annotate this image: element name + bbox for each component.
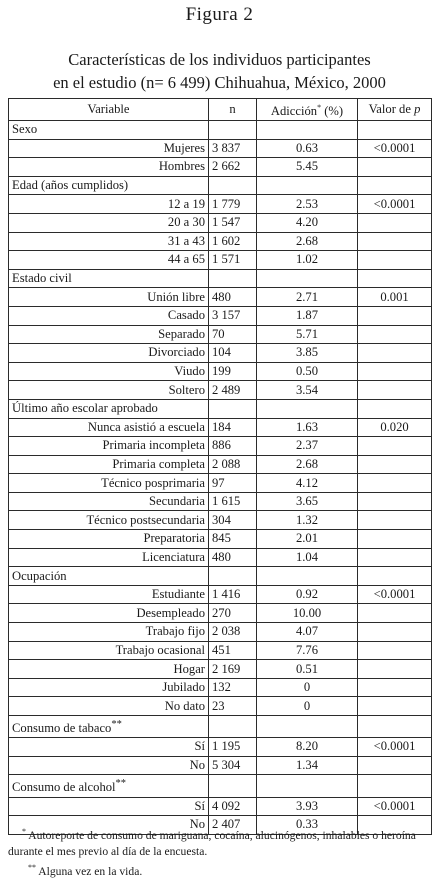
table-row	[9, 474, 432, 493]
row-p-value	[358, 492, 432, 511]
table-row	[9, 306, 432, 325]
section-label	[9, 121, 209, 140]
section-label-text: Consumo de tabaco	[12, 721, 112, 736]
row-n: 1 195	[209, 738, 257, 757]
row-p-value	[358, 325, 432, 344]
row-p-value	[358, 623, 432, 642]
table-row	[9, 660, 432, 679]
row-n: 4 092	[209, 797, 257, 816]
footnotes	[8, 824, 434, 880]
header-row	[9, 99, 432, 121]
row-p-value	[358, 306, 432, 325]
row-p-value	[358, 213, 432, 232]
row-label: Licenciatura	[9, 548, 209, 567]
row-adiccion: 1.34	[257, 756, 358, 775]
table-row	[9, 511, 432, 530]
empty-cell	[257, 716, 358, 738]
empty-cell	[358, 567, 432, 586]
table-row	[9, 213, 432, 232]
table-row	[9, 738, 432, 757]
section-label-mark: **	[115, 778, 127, 790]
row-label: Soltero	[9, 381, 209, 400]
row-adiccion: 1.02	[257, 251, 358, 270]
row-n: 1 547	[209, 213, 257, 232]
row-label: Viudo	[9, 362, 209, 381]
row-adiccion: 2.71	[257, 288, 358, 307]
empty-cell	[209, 775, 257, 797]
empty-cell	[257, 269, 358, 288]
row-p-value: <0.0001	[358, 195, 432, 214]
row-p-value	[358, 548, 432, 567]
header-variable: Variable	[9, 99, 209, 121]
section-label-text: Sexo	[12, 122, 38, 137]
row-label: 20 a 30	[9, 213, 209, 232]
empty-cell	[209, 121, 257, 140]
row-adiccion: 3.54	[257, 381, 358, 400]
row-label: 12 a 19	[9, 195, 209, 214]
row-p-value: 0.001	[358, 288, 432, 307]
row-n: 1 615	[209, 492, 257, 511]
row-n: 1 571	[209, 251, 257, 270]
table-row	[9, 756, 432, 775]
table-row	[9, 455, 432, 474]
row-label: No dato	[9, 697, 209, 716]
row-n: 304	[209, 511, 257, 530]
row-label: Hombres	[9, 158, 209, 177]
row-n: 2 662	[209, 158, 257, 177]
row-p-value: 0.020	[358, 418, 432, 437]
section-row	[9, 775, 432, 797]
row-p-value	[358, 437, 432, 456]
row-p-value: <0.0001	[358, 738, 432, 757]
row-n: 3 837	[209, 139, 257, 158]
row-n: 5 304	[209, 756, 257, 775]
table-row	[9, 697, 432, 716]
caption-line-1: Características de los individuos participantes	[68, 50, 371, 69]
row-label: Nunca asistió a escuela	[9, 418, 209, 437]
row-adiccion: 3.93	[257, 797, 358, 816]
section-label-text: Edad (años cumplidos)	[12, 178, 129, 193]
section-label-text: Estado civil	[12, 271, 72, 286]
row-p-value	[358, 232, 432, 251]
row-n: 97	[209, 474, 257, 493]
row-label: Sí	[9, 738, 209, 757]
empty-cell	[209, 567, 257, 586]
table-row	[9, 381, 432, 400]
row-p-value: <0.0001	[358, 585, 432, 604]
row-label: Desempleado	[9, 604, 209, 623]
row-label: 44 a 65	[9, 251, 209, 270]
table-row	[9, 641, 432, 660]
row-p-value	[358, 344, 432, 363]
section-label-text: Ocupación	[12, 568, 67, 583]
table-row	[9, 195, 432, 214]
empty-cell	[257, 121, 358, 140]
row-n: 2 489	[209, 381, 257, 400]
row-label: Trabajo fijo	[9, 623, 209, 642]
row-n: 2 407	[209, 816, 257, 835]
row-n: 1 779	[209, 195, 257, 214]
empty-cell	[209, 269, 257, 288]
row-n: 23	[209, 697, 257, 716]
row-adiccion: 7.76	[257, 641, 358, 660]
section-row	[9, 269, 432, 288]
table-caption	[0, 48, 439, 94]
table-row	[9, 251, 432, 270]
row-p-value	[358, 362, 432, 381]
section-row	[9, 121, 432, 140]
row-label: Hogar	[9, 660, 209, 679]
footnote-2-text: Alguna vez en la vida.	[36, 865, 143, 878]
header-adiccion-mark: *	[317, 103, 322, 112]
row-adiccion: 2.68	[257, 232, 358, 251]
row-n: 480	[209, 548, 257, 567]
row-p-value	[358, 756, 432, 775]
table-row	[9, 623, 432, 642]
footnote-1-mark: *	[22, 827, 26, 836]
row-n: 70	[209, 325, 257, 344]
row-label: 31 a 43	[9, 232, 209, 251]
section-label	[9, 269, 209, 288]
table-row	[9, 362, 432, 381]
row-adiccion: 1.63	[257, 418, 358, 437]
empty-cell	[358, 269, 432, 288]
table-row	[9, 585, 432, 604]
row-n: 2 038	[209, 623, 257, 642]
section-label-text: Consumo de alcohol	[12, 780, 116, 795]
row-n: 1 602	[209, 232, 257, 251]
row-adiccion: 8.20	[257, 738, 358, 757]
row-p-value	[358, 530, 432, 549]
footnote-1	[8, 824, 434, 860]
row-adiccion: 1.32	[257, 511, 358, 530]
row-p-value	[358, 641, 432, 660]
section-row	[9, 716, 432, 738]
section-row	[9, 399, 432, 418]
table-row	[9, 344, 432, 363]
row-n: 184	[209, 418, 257, 437]
row-p-value	[358, 455, 432, 474]
footnote-2-mark: **	[28, 863, 36, 872]
row-p-value	[358, 678, 432, 697]
table-row	[9, 604, 432, 623]
empty-cell	[257, 176, 358, 195]
row-adiccion: 4.12	[257, 474, 358, 493]
empty-cell	[358, 775, 432, 797]
row-label: Técnico posprimaria	[9, 474, 209, 493]
row-label: Primaria completa	[9, 455, 209, 474]
row-n: 886	[209, 437, 257, 456]
section-label-mark: **	[111, 719, 122, 730]
row-label: Trabajo ocasional	[9, 641, 209, 660]
table-row	[9, 158, 432, 177]
empty-cell	[209, 716, 257, 738]
empty-cell	[257, 775, 358, 797]
row-n: 1 416	[209, 585, 257, 604]
row-label: Separado	[9, 325, 209, 344]
table-row	[9, 288, 432, 307]
section-label	[9, 775, 209, 797]
section-label	[9, 716, 209, 738]
row-adiccion: 10.00	[257, 604, 358, 623]
footnote-1-text: Autoreporte de consumo de mariguana, cocaína, alucinógenos, inhalables o heroína durante el mes previo al día de la encuesta.	[8, 829, 416, 858]
table-row	[9, 797, 432, 816]
empty-cell	[358, 716, 432, 738]
row-label: Jubilado	[9, 678, 209, 697]
table-row	[9, 678, 432, 697]
row-n: 480	[209, 288, 257, 307]
row-label: Mujeres	[9, 139, 209, 158]
row-adiccion: 3.65	[257, 492, 358, 511]
footnote-2	[8, 860, 434, 880]
row-adiccion: 1.04	[257, 548, 358, 567]
row-n: 2 169	[209, 660, 257, 679]
table-body	[9, 121, 432, 835]
header-n: n	[209, 99, 257, 121]
row-p-value	[358, 604, 432, 623]
empty-cell	[209, 176, 257, 195]
row-n: 3 157	[209, 306, 257, 325]
table-row	[9, 492, 432, 511]
section-row	[9, 176, 432, 195]
row-p-value: <0.0001	[358, 139, 432, 158]
row-n: 199	[209, 362, 257, 381]
table-row	[9, 530, 432, 549]
row-adiccion: 0.51	[257, 660, 358, 679]
table-row	[9, 437, 432, 456]
row-label: Secundaria	[9, 492, 209, 511]
figure-label: Figura 2	[185, 4, 254, 25]
row-p-value	[358, 511, 432, 530]
row-p-value	[358, 474, 432, 493]
row-adiccion: 0.63	[257, 139, 358, 158]
section-label	[9, 567, 209, 586]
row-n: 270	[209, 604, 257, 623]
header-adiccion	[257, 99, 358, 121]
empty-cell	[358, 121, 432, 140]
empty-cell	[257, 399, 358, 418]
header-p-value	[358, 99, 432, 121]
row-p-value: <0.0001	[358, 797, 432, 816]
row-p-value	[358, 251, 432, 270]
row-label: Divorciado	[9, 344, 209, 363]
section-label-text: Último año escolar aprobado	[12, 401, 158, 416]
row-label: No	[9, 756, 209, 775]
row-adiccion: 1.87	[257, 306, 358, 325]
row-label: Técnico postsecundaria	[9, 511, 209, 530]
row-adiccion: 0.33	[257, 816, 358, 835]
row-adiccion: 2.68	[257, 455, 358, 474]
row-adiccion: 2.01	[257, 530, 358, 549]
header-p-letter: p	[414, 102, 421, 116]
row-adiccion: 4.07	[257, 623, 358, 642]
row-adiccion: 0	[257, 678, 358, 697]
row-label: Unión libre	[9, 288, 209, 307]
row-adiccion: 3.85	[257, 344, 358, 363]
characteristics-table	[8, 98, 432, 835]
section-label	[9, 399, 209, 418]
row-label: Primaria incompleta	[9, 437, 209, 456]
row-p-value	[358, 158, 432, 177]
row-adiccion: 4.20	[257, 213, 358, 232]
row-label: Estudiante	[9, 585, 209, 604]
row-adiccion: 0.92	[257, 585, 358, 604]
caption-line-2: en el estudio (n= 6 499) Chihuahua, México, 2000	[53, 73, 386, 92]
header-adiccion-unit: (%)	[321, 104, 344, 118]
row-n: 845	[209, 530, 257, 549]
row-p-value	[358, 660, 432, 679]
empty-cell	[358, 176, 432, 195]
row-adiccion: 0.50	[257, 362, 358, 381]
row-label: Casado	[9, 306, 209, 325]
table-row	[9, 418, 432, 437]
table-row	[9, 232, 432, 251]
row-adiccion: 2.53	[257, 195, 358, 214]
row-n: 132	[209, 678, 257, 697]
row-p-value	[358, 697, 432, 716]
row-adiccion: 5.71	[257, 325, 358, 344]
row-label: Preparatoria	[9, 530, 209, 549]
table-row	[9, 325, 432, 344]
header-adiccion-text: Adicción	[270, 104, 318, 118]
row-adiccion: 0	[257, 697, 358, 716]
row-adiccion: 2.37	[257, 437, 358, 456]
row-n: 2 088	[209, 455, 257, 474]
empty-cell	[257, 567, 358, 586]
row-label: No	[9, 816, 209, 835]
section-row	[9, 567, 432, 586]
row-n: 104	[209, 344, 257, 363]
row-adiccion: 5.45	[257, 158, 358, 177]
row-label: Sí	[9, 797, 209, 816]
empty-cell	[209, 399, 257, 418]
section-label	[9, 176, 209, 195]
row-p-value	[358, 381, 432, 400]
header-p-prefix: Valor de	[368, 102, 415, 116]
table-row	[9, 139, 432, 158]
table-row	[9, 548, 432, 567]
row-n: 451	[209, 641, 257, 660]
empty-cell	[358, 399, 432, 418]
